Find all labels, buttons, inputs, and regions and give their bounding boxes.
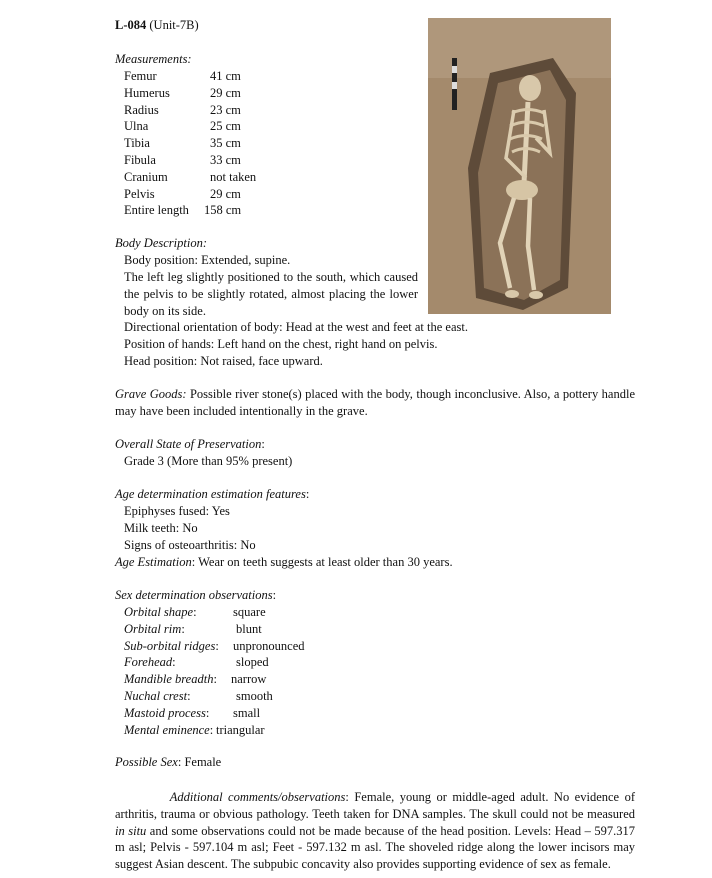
sex-observation-colon: :	[209, 722, 214, 737]
sex-observation-label	[124, 722, 216, 739]
measurement-value: 33 cm	[210, 152, 241, 167]
preservation-heading	[115, 436, 635, 453]
osteoarthritis-signs: Signs of osteoarthritis: No	[124, 537, 256, 552]
sex-observation-row	[124, 638, 305, 655]
sex-observations-table	[124, 604, 305, 738]
additional-comments-paragraph	[115, 789, 635, 873]
possible-sex-value: : Female	[177, 755, 222, 769]
sex-observation-label-text: Nuchal crest	[124, 688, 188, 703]
measurement-label: Femur	[124, 69, 157, 83]
sex-observation-row	[124, 654, 305, 671]
sex-observation-label	[124, 688, 236, 705]
sex-observations-colon: :	[272, 588, 277, 602]
sex-observations-label: Sex determination observations	[115, 588, 273, 602]
sex-observation-colon: :	[187, 688, 191, 703]
leg-position-note: The left leg slightly positioned to the south, which caused the pelvis to be slightly rotated, almost placing the lower body on its side.	[124, 270, 418, 318]
preservation-label: Overall State of Preservation	[115, 437, 262, 451]
grave-goods-text: Possible river stone(s) placed with the body, though inconclusive. Also, a pottery handle may have been included intentionally in the grave.	[115, 387, 635, 418]
age-features-heading	[115, 486, 635, 503]
sex-observation-value: square	[233, 605, 266, 619]
measurement-row	[124, 85, 256, 102]
measurement-row	[124, 202, 256, 219]
measurement-value: 41 cm	[210, 69, 241, 83]
sex-observation-row	[124, 688, 305, 705]
measurement-row	[124, 102, 256, 119]
sex-observation-colon: :	[193, 605, 197, 619]
sex-observation-value: sloped	[236, 655, 269, 670]
comments-label: Additional comments/observations	[169, 790, 346, 804]
measurement-value: not taken	[210, 169, 257, 184]
measurement-value: 29 cm	[210, 186, 241, 201]
sex-observation-value: smooth	[236, 688, 273, 703]
burial-unit: (Unit-7B)	[149, 18, 199, 32]
measurement-value: 158 cm	[204, 203, 242, 218]
sex-observation-label-text: Mental eminence	[124, 722, 210, 737]
body-description-heading: Body Description:	[115, 236, 207, 250]
sex-observation-value: triangular	[216, 722, 265, 737]
burial-id: L-084	[115, 18, 147, 32]
measurement-label: Entire length	[124, 203, 189, 218]
measurement-value: 35 cm	[210, 136, 241, 151]
measurement-label: Pelvis	[124, 186, 155, 201]
burial-id-header	[115, 17, 199, 34]
sex-observation-label	[124, 638, 233, 655]
sex-observation-value: narrow	[231, 672, 267, 687]
measurement-row	[124, 68, 256, 85]
sex-observation-row	[124, 671, 305, 688]
sex-observation-value: blunt	[236, 621, 262, 636]
sex-observation-colon: :	[172, 655, 176, 670]
age-features-list	[124, 503, 256, 553]
skeleton-burial-photo	[428, 18, 611, 314]
body-position: Body position: Extended, supine.	[124, 253, 291, 267]
preservation-value: Grade 3 (More than 95% present)	[124, 454, 293, 468]
measurements-heading: Measurements:	[115, 52, 192, 66]
body-orientation-group	[124, 319, 468, 369]
sex-observation-row	[124, 621, 305, 638]
head-position: Head position: Not raised, face upward.	[124, 353, 323, 368]
sex-observation-colon: :	[215, 638, 219, 653]
sex-observation-label-text: Mandible breadth	[124, 672, 214, 687]
sex-observations-heading	[115, 587, 635, 604]
possible-sex-label: Possible Sex	[115, 755, 178, 769]
measurement-row	[124, 135, 256, 152]
measurement-row	[124, 169, 256, 186]
sex-observation-label	[124, 671, 231, 688]
age-estimation-line	[115, 554, 635, 571]
measurements-table	[124, 68, 256, 219]
sex-observation-colon: :	[213, 672, 217, 687]
sex-observation-label-text: Sub-orbital ridges	[124, 638, 216, 653]
sex-observation-label-text: Orbital shape	[124, 605, 194, 619]
sex-observation-colon: :	[181, 621, 185, 636]
possible-sex-line	[115, 754, 635, 771]
grave-goods-paragraph	[115, 386, 635, 420]
sex-observation-label	[124, 705, 233, 722]
sex-observation-value: unpronounced	[233, 638, 305, 653]
grave-goods-label: Grave Goods:	[115, 387, 187, 401]
age-estimation-label: Age Estimation	[115, 555, 192, 569]
sex-observation-label	[124, 621, 236, 638]
measurement-label: Ulna	[124, 119, 149, 134]
measurement-label: Humerus	[124, 85, 170, 100]
measurement-label: Radius	[124, 102, 159, 117]
sex-observation-label-text: Orbital rim	[124, 621, 182, 636]
sex-observation-label	[124, 604, 233, 621]
measurement-label: Fibula	[124, 152, 156, 167]
measurement-value: 23 cm	[210, 102, 241, 117]
measurement-value: 29 cm	[210, 85, 241, 100]
measurement-row	[124, 186, 256, 203]
body-orientation: Directional orientation of body: Head at the west and feet at the east.	[124, 320, 468, 334]
sex-observation-row	[124, 722, 305, 739]
sex-observation-value: small	[233, 705, 261, 720]
age-features-label: Age determination estimation features	[115, 487, 306, 501]
measurement-row	[124, 152, 256, 169]
sex-observation-colon: :	[205, 705, 210, 720]
milk-teeth: Milk teeth: No	[124, 520, 198, 535]
comments-text-part1: : Female, young or middle-aged adult. No evidence of arthritis, trauma or obvious pathology. Teeth taken for DNA samples. The skull could not be measured	[115, 790, 635, 821]
age-features-colon: :	[305, 487, 310, 501]
measurement-label: Tibia	[124, 136, 150, 151]
measurement-row	[124, 118, 256, 135]
preservation-colon: :	[261, 437, 265, 451]
comments-in-situ: in situ	[115, 823, 147, 838]
sex-observation-row	[124, 705, 305, 722]
measurement-value: 25 cm	[210, 119, 241, 134]
comments-text-part2: and some observations could not be made because of the head position. Levels: Head – 597.317 m asl; Pelvis - 597.104 m asl; Feet - 597.132 m asl. The shoveled ridge along the lower incisors may suggest Asian descent. The subpubic concavity also provides supporting evidence of sex as female.	[115, 823, 635, 872]
sex-observation-label-text: Mastoid process	[124, 705, 206, 720]
sex-observation-label	[124, 654, 236, 671]
age-estimation-text: : Wear on teeth suggests at least older than 30 years.	[191, 555, 453, 569]
sex-observation-row	[124, 604, 305, 621]
sex-observation-label-text: Forehead	[124, 655, 173, 670]
measurement-label: Cranium	[124, 169, 168, 184]
epiphyses-fused: Epiphyses fused: Yes	[124, 504, 230, 518]
hand-position: Position of hands: Left hand on the chest, right hand on pelvis.	[124, 336, 438, 351]
